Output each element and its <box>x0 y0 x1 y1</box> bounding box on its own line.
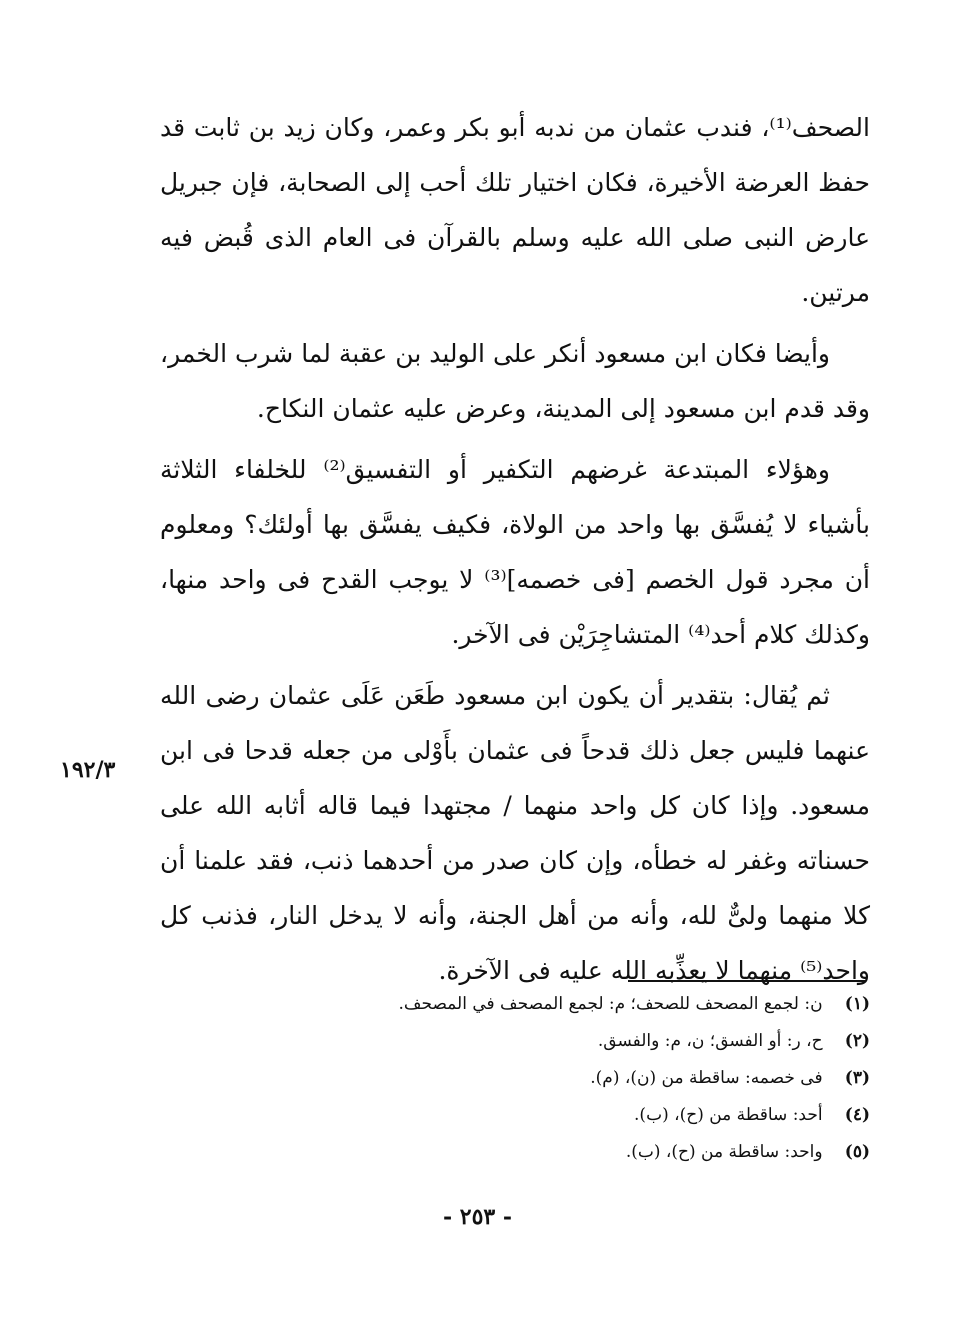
footnote-number: (١) <box>844 994 870 1014</box>
paragraph-2: وأيضا فكان ابن مسعود أنكر على الوليد بن عقبة لما شرب الخمر، وقد قدم ابن مسعود إلى المدينة، وعرض عليه عثمان النكاح. <box>160 339 870 423</box>
footnote-number: (٢) <box>844 1031 870 1051</box>
footnote-item <box>330 1060 870 1097</box>
footnotes-section <box>330 986 870 1171</box>
paragraph-1: الصحف⁽¹⁾، فندب عثمان من ندبه أبو بكر وعمر، وكان زيد بن ثابت قد حفظ العرضة الأخيرة، فكان اختيار تلك أحب إلى الصحابة، فإن جبريل عارض النبى صلى الله عليه وسلم بالقرآن فى العام الذى قُبض فيه مرتين. <box>160 113 870 307</box>
footnote-text: ح، ر: أو الفسق؛ ن، م: والفسق. <box>597 1031 823 1051</box>
footnote-item <box>330 1134 870 1171</box>
page-number: - ٢٥٣ - <box>442 1204 513 1230</box>
footnote-text: أحد: ساقطة من (ح)، (ب). <box>634 1105 823 1125</box>
footnote-divider <box>628 980 866 982</box>
main-text-body <box>160 100 870 1004</box>
paragraph-3: وهؤلاء المبتدعة غرضهم التكفير أو التفسيق⁽²⁾ للخلفاء الثلاثة بأشياء لا يُفسَّق بها واحد من الولاة، فكيف يفسَّق بها أولئك؟ ومعلوم أن مجرد قول الخصم [فى خصمه]⁽³⁾ لا يوجب القدح فى واحد منها، وكذلك كلام أحد⁽⁴⁾ المتشاجِرَيْن فى الآخر. <box>160 455 871 649</box>
paragraph-4: ثم يُقال: بتقدير أن يكون ابن مسعود طَعَن عَلَى عثمان رضى الله عنهما فليس جعل ذلك قدحاً فى عثمان بأَوْلى من جعله قدحا فى ابن مسعود. وإذا كان كل واحد منهما / مجتهدا فيما قاله أثابه الله على حسناته وغفر له خطأه، وإن كان صدر من أحدهما ذنب، فقد علمنا أن كلا منهما ولىٌّ لله، وأنه من أهل الجنة، وأنه لا يدخل النار، فذنب كل واحد⁽⁵⁾ منهما لا يعذِّبه الله عليه فى الآخرة. <box>160 681 870 985</box>
footnote-item <box>330 1097 870 1134</box>
footnote-text: فى خصمه: ساقطة من (ن)، (م). <box>590 1068 823 1088</box>
footnote-text: واحد: ساقطة من (ح)، (ب). <box>625 1142 823 1162</box>
footnote-number: (٣) <box>844 1068 870 1088</box>
footnote-item <box>330 986 870 1023</box>
footnote-item <box>330 1023 870 1060</box>
margin-volume-page-reference: ١٩٢/٣ <box>60 757 116 783</box>
footnote-number: (٤) <box>844 1105 870 1125</box>
footnote-text: ن: لجمع المصحف للصحف؛ م: لجمع المصحف في المصحف. <box>398 994 823 1014</box>
footnote-number: (٥) <box>844 1142 870 1162</box>
